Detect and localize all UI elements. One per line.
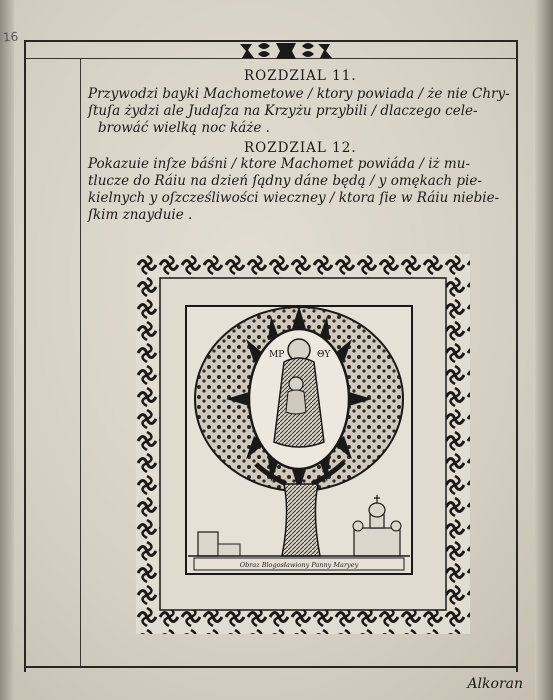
woodcut-illustration <box>136 254 470 634</box>
chapter-11-text <box>88 86 512 137</box>
text-line: kielnych y oſzcześliwości wieczney / ktora ſie w Ráiu niebie- <box>88 190 500 206</box>
text-line: tlucze do Ráiu na dzień ſądny dáne będą / y omękach pie- <box>88 173 482 189</box>
woodcut-banner-text: Obraz Blogosławiony Panny Maryey <box>239 561 359 569</box>
inscription-theta: ΘΥ <box>317 350 331 360</box>
margin-column-rule <box>80 58 81 666</box>
text-line: Przywodzi bayki Machometowe / ktory powiada / że nie Chry- <box>88 86 510 102</box>
text-line: ſkim znayduie . <box>88 207 193 223</box>
page-edge-right <box>535 0 553 700</box>
headpiece-ornament <box>236 40 336 62</box>
frame-bottom-rule <box>24 666 518 668</box>
catchword: Alkoran <box>467 676 523 692</box>
chapter-11-heading: ROZDZIAL 11. <box>244 68 357 84</box>
tower-building <box>198 532 218 556</box>
inscription-mp: ΜΡ <box>269 350 285 360</box>
text-line: ſtuſa żydzi ale Judaſza na Krzyżu przybili / dlaczego cele- <box>88 103 478 119</box>
page-edge-left <box>0 0 14 700</box>
chapter-12-text <box>88 156 512 224</box>
margin-pencil-note: 16 <box>2 29 19 45</box>
tree-trunk <box>282 484 320 556</box>
text-line: Pokazuie inſze báśni / ktore Machomet powiáda / iż mu- <box>88 156 470 172</box>
chapter-12-heading: ROZDZIAL 12. <box>244 140 357 156</box>
text-line: browáć wielką noc káże . <box>98 120 270 136</box>
